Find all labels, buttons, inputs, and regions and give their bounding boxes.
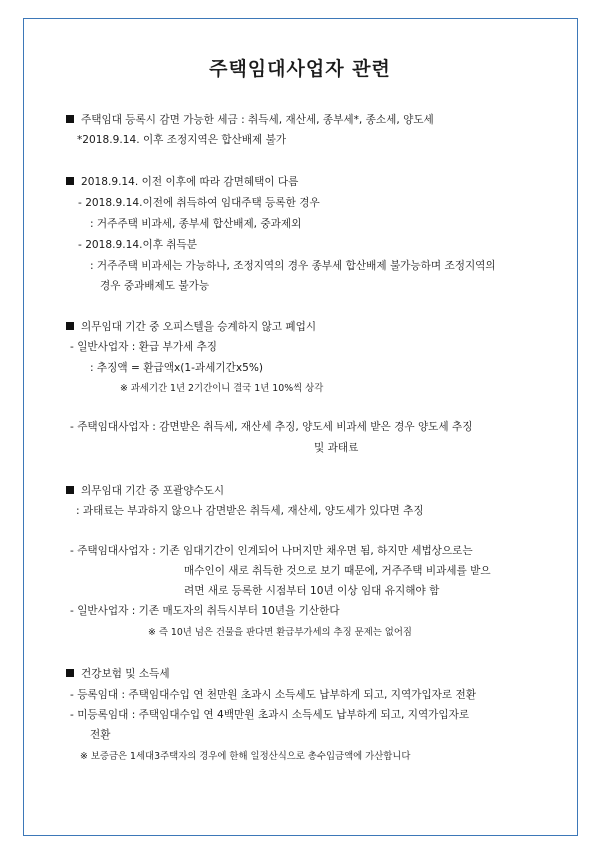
- section-1-note: *2018.9.14. 이후 조정지역은 합산배제 불가: [77, 134, 287, 146]
- section-5-note: ※ 보증금은 1세대3주택자의 경우에 한해 일정산식으로 총수입금액에 가산합니다: [80, 751, 411, 762]
- section-2-item-b-detail-1: : 거주주택 비과세는 가능하나, 조정지역의 경우 종부세 합산배제 불가능하며 조정지역의: [90, 260, 496, 272]
- section-5-item-a: - 등록임대 : 주택임대수입 연 천만원 초과시 소득세도 납부하게 되고, 지역가입자로 전환: [70, 689, 476, 701]
- square-bullet-icon: [66, 322, 74, 330]
- section-4-intro: : 과태료는 부과하지 않으나 감면받은 취득세, 재산세, 양도세가 있다면 추징: [76, 505, 424, 517]
- section-4-item-b-note: ※ 즉 10년 넘은 건물을 판다면 환급부가세의 추징 문제는 없어짐: [148, 627, 412, 638]
- section-2-item-b: - 2018.9.14.이후 취득분: [78, 239, 198, 251]
- section-4-heading: 의무임대 기간 중 포괄양수도시: [66, 484, 224, 498]
- section-1-heading: 주택임대 등록시 감면 가능한 세금 : 취득세, 재산세, 종부세*, 종소세, 양도세: [66, 113, 434, 127]
- section-4-item-a-line-2: 매수인이 새로 취득한 것으로 보기 때문에, 거주주택 비과세를 받으: [184, 565, 491, 577]
- section-3-item-a-detail: : 추징액 = 환급액x(1-과세기간x5%): [90, 362, 264, 374]
- section-4-item-a-line-1: - 주택임대사업자 : 기존 임대기간이 인계되어 나머지만 채우면 됨, 하지만 세법상으로는: [70, 545, 473, 557]
- section-3-item-a: - 일반사업자 : 환급 부가세 추징: [70, 341, 218, 353]
- section-5-heading: 건강보험 및 소득세: [66, 667, 170, 681]
- section-5-item-b-line-1: - 미등록임대 : 주택임대수입 연 4백만원 초과시 소득세도 납부하게 되고, 지역가입자로: [70, 709, 470, 721]
- square-bullet-icon: [66, 669, 74, 677]
- square-bullet-icon: [66, 115, 74, 123]
- square-bullet-icon: [66, 177, 74, 185]
- section-3-item-b-line-1: - 주택임대사업자 : 감면받은 취득세, 재산세 추징, 양도세 비과세 받은 경우 양도세 추징: [70, 421, 473, 433]
- page-title: 주택임대사업자 관련: [209, 58, 391, 80]
- section-3-heading: 의무임대 기간 중 오피스텔을 승계하지 않고 폐업시: [66, 320, 316, 334]
- section-2-item-b-detail-2: 경우 중과배제도 불가능: [100, 280, 210, 292]
- section-3-item-b-line-2: 및 과태료: [314, 442, 359, 454]
- section-3-item-a-note: ※ 과세기간 1년 2기간이니 결국 1년 10%씩 상각: [120, 383, 324, 394]
- section-2-heading: 2018.9.14. 이전 이후에 따라 감면혜택이 다름: [66, 175, 298, 189]
- section-2-item-a: - 2018.9.14.이전에 취득하여 임대주택 등록한 경우: [78, 197, 320, 209]
- square-bullet-icon: [66, 486, 74, 494]
- section-4-item-a-line-3: 려면 새로 등록한 시점부터 10년 이상 임대 유지해야 함: [184, 585, 440, 597]
- section-5-item-b-line-2: 전환: [90, 729, 111, 741]
- section-4-item-b: - 일반사업자 : 기존 매도자의 취득시부터 10년을 기산한다: [70, 605, 340, 617]
- section-2-item-a-detail: : 거주주택 비과세, 종부세 합산배제, 중과제외: [90, 218, 302, 230]
